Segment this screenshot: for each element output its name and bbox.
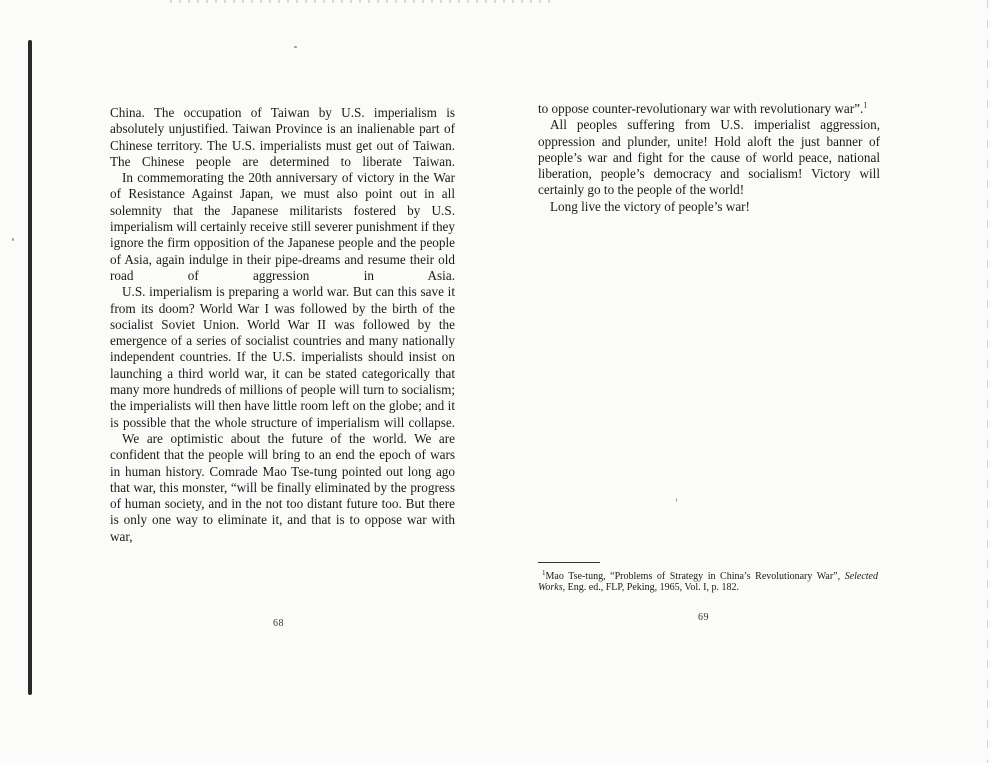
page-number-right: 69 (698, 612, 709, 623)
footnote-number: 1 (542, 568, 546, 577)
dust-speck (294, 46, 297, 48)
footnote-text-before: Mao Tse-tung, “Problems of Strategy in China’s Revolutionary War”, (545, 571, 841, 582)
right-continuation (538, 101, 880, 117)
footnote-reference: 1 (863, 100, 868, 110)
footnote-text-after: Eng. ed., FLP, Peking, 1965, Vol. I, p. 182. (567, 582, 739, 594)
page-number-left: 68 (273, 618, 284, 629)
footnote-rule (538, 562, 600, 563)
dust-speck (12, 238, 14, 241)
right-paragraph-1: All peoples suffering from U.S. imperialist aggression, oppression and plunder, unite! Hold aloft the just banner of people’s war and fight for the cause of world peace, national liberation, people’s democracy and socialism! Victory will certainly go to the people of the world! (538, 117, 880, 198)
left-paragraph-2: In commemorating the 20th anniversary of victory in the War of Resistance Against Japan, we must also point out in all solemnity that the Japanese militarists fostered by U.S. imperialism will certainly receive still severer punishment if they ignore the firm opposition of the Japanese people and the people of Asia, again indulge in their pipe-dreams and resume their old road of aggression in Asia. (110, 170, 455, 283)
left-paragraph-4: We are optimistic about the future of the world. We are confident that the people will bring to an end the epoch of wars in human history. Comrade Mao Tse-tung pointed out long ago that war, this monster, “will be finally eliminated by the progress of human society, and in the not too distant future too. But there is only one way to eliminate it, and that is to oppose war with war, (110, 430, 455, 544)
right-paragraph-2: Long live the victory of people’s war! (550, 198, 750, 214)
scan-artifact-right (987, 0, 988, 763)
right-continuation-text: to oppose counter-revolutionary war with revolutionary war”. (538, 101, 864, 116)
scan-artifact-top (170, 0, 550, 3)
dust-speck (676, 498, 677, 502)
left-page (110, 105, 455, 545)
right-page (538, 101, 880, 215)
left-paragraph-3: U.S. imperialism is preparing a world war. But can this save it from its doom? World War I was followed by the birth of the socialist Soviet Union. World War II was followed by the emergence of a series of socialist countries and many nationally independent countries. If the U.S. imperialists should insist on launching a third world war, it can be stated categorically that many more hundreds of millions of people will turn to socialism; the imperialists will then have little room left on the globe; and it is possible that the whole structure of imperialism will collapse. (110, 284, 455, 430)
footnote-title: Selected Works, (538, 571, 878, 594)
book-spine-shadow (28, 40, 32, 695)
footnote (538, 568, 878, 594)
left-paragraph-1: China. The occupation of Taiwan by U.S. imperialism is absolutely unjustified. Taiwan Province is an inalienable part of Chinese territory. The U.S. imperialists must get out of Taiwan. The Chinese people are determined to liberate Taiwan. (110, 105, 455, 169)
